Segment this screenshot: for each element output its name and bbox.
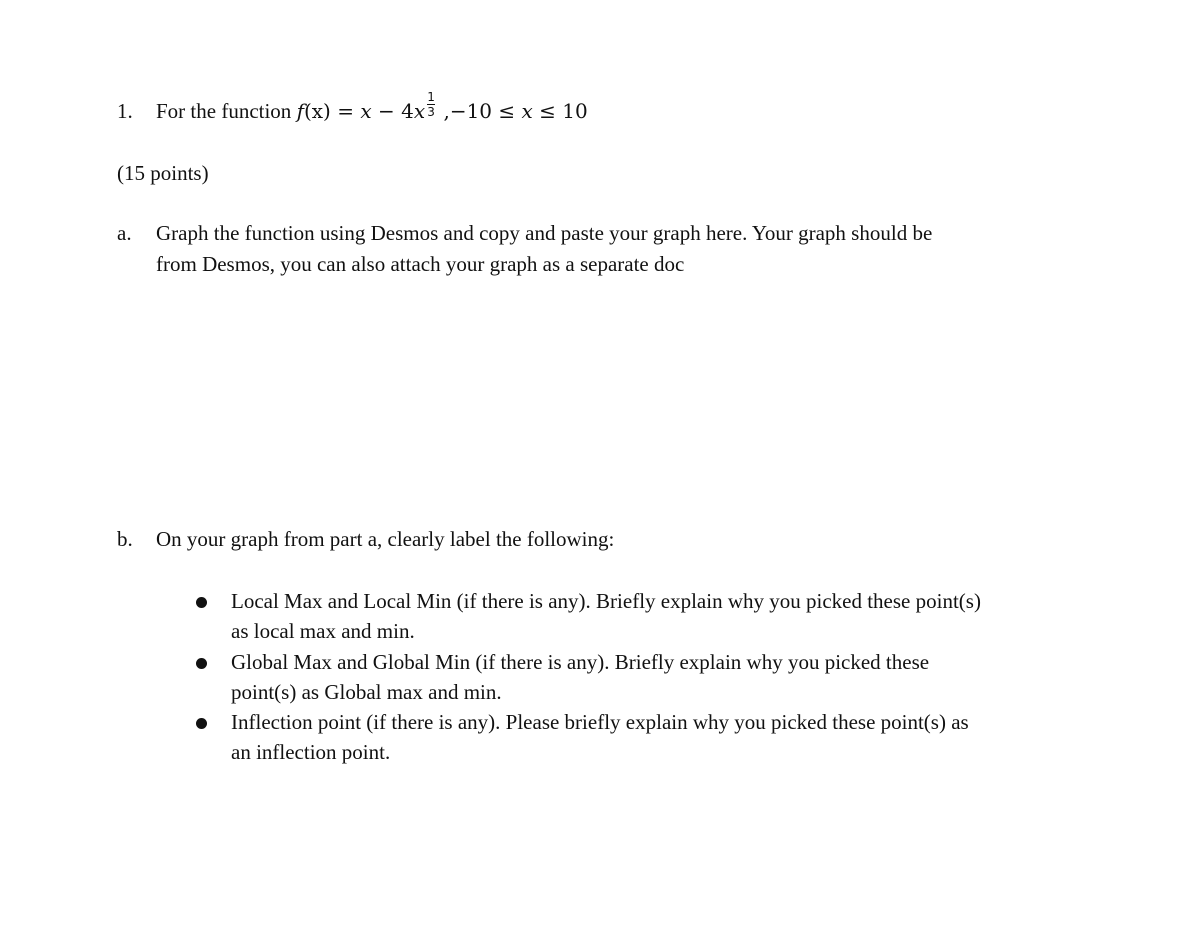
list-item-2-line-2: point(s) as Global max and min. [231, 680, 502, 704]
part-a-line-1: Graph the function using Desmos and copy and paste your graph here. Your graph should be [156, 221, 933, 245]
list-item-1-line-2: as local max and min. [231, 619, 415, 643]
function-variable: (x) [303, 99, 331, 123]
function-name: f [296, 99, 304, 123]
expression-minus: − 4 [371, 99, 414, 123]
part-a-label: a. [117, 221, 132, 245]
expression-x: x [360, 99, 372, 123]
question-number: 1. [117, 99, 133, 123]
part-b-label: b. [117, 527, 133, 551]
part-a-line-2: from Desmos, you can also attach your graph as a separate doc [156, 252, 685, 276]
list-item-2-line-1: Global Max and Global Min (if there is any). Briefly explain why you picked these [231, 650, 930, 674]
list-item-3-line-1: Inflection point (if there is any). Please briefly explain why you picked these point(s) as [231, 710, 969, 734]
function-expression [296, 90, 588, 123]
bullet-icon [196, 597, 207, 608]
question-intro: For the function [156, 99, 292, 123]
exponent-denominator: 3 [427, 105, 435, 119]
domain-variable: x [521, 99, 533, 123]
domain-start: ,−10 ≤ [437, 99, 522, 123]
exponent-numerator: 1 [427, 90, 435, 104]
expression-base: x [413, 99, 426, 123]
bullet-icon [196, 718, 207, 729]
list-item-3-line-2: an inflection point. [231, 740, 391, 764]
domain-end: ≤ 10 [532, 99, 588, 123]
equals-sign: = [330, 99, 361, 123]
points-label: (15 points) [117, 161, 209, 185]
part-b-intro: On your graph from part a, clearly label the following: [156, 527, 615, 551]
bullet-icon [196, 658, 207, 669]
list-item-1-line-1: Local Max and Local Min (if there is any). Briefly explain why you picked these point(s) [231, 589, 981, 613]
question-statement [156, 90, 588, 126]
exponent-fraction [425, 90, 437, 126]
